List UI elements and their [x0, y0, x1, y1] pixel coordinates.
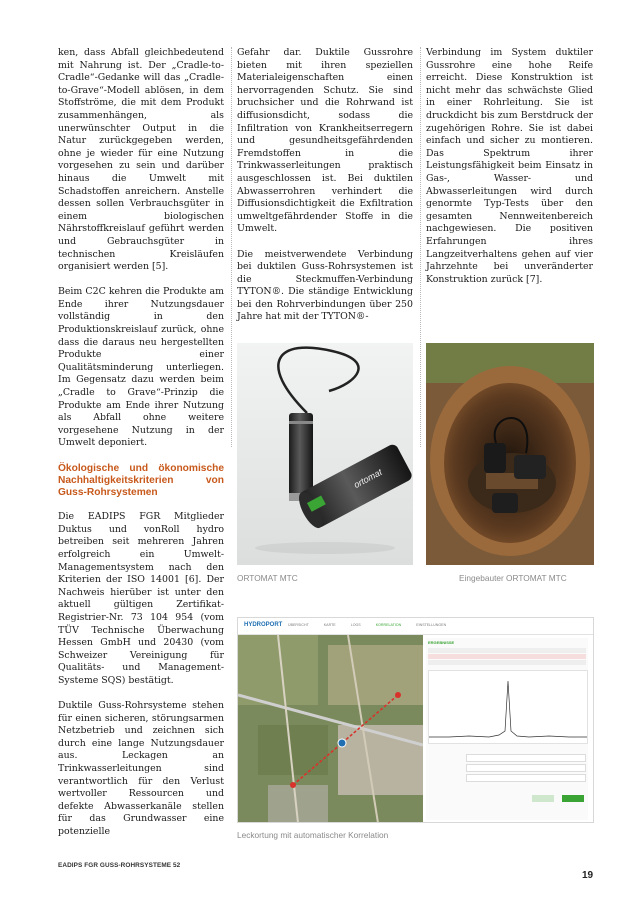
text-column-left	[58, 47, 224, 851]
satellite-map[interactable]	[238, 635, 423, 823]
paragraph: Die EADIPS FGR Mitglieder Duktus und vonRoll hydro betreiben seit mehreren Jahren erfolgreich ein Umwelt-Managementsystem nach den Kriterien der ISO 14001 [6]. Der Nachweis hierüber ist unter den aktuell gültigen Zertifikat-Registrier-Nr. 73 104 954 (vom TÜV Technische Überwachung Hessen GmbH und 20430 (vom Schweizer Vereinigung für Qualitäts- und Management-Systeme SQS) bestätigt.	[58, 511, 224, 686]
sensor-marker[interactable]	[395, 692, 401, 698]
leak-marker[interactable]	[338, 739, 346, 747]
result-row	[428, 648, 586, 653]
setting-row[interactable]	[466, 764, 586, 772]
results-panel	[426, 638, 588, 820]
correlation-graph	[428, 670, 588, 744]
app-logo: HYDROPORT	[244, 622, 283, 628]
ortomat-product-photo	[237, 343, 413, 565]
paragraph: Duktile Guss-Rohrsysteme stehen für einen sicheren, störungsarmen Netzbetrieb und zeichnen sich durch eine lange Nutzungsdauer aus. Leckagen an Trinkwasserleitungen sind verantwortlich für den Verlust wertvoller Ressourcen und defekte Abwasserkanäle stellen für das Grundwasser eine potenzielle	[58, 700, 224, 838]
nav-item[interactable]: ÜBERSICHT	[288, 623, 309, 627]
footer-publication: EADIPS FGR GUSS-ROHRSYSTEME 52	[58, 862, 181, 869]
column-rule-1	[231, 47, 232, 447]
setting-row[interactable]	[466, 754, 586, 762]
figure-caption: ORTOMAT MTC	[237, 573, 298, 583]
action-button[interactable]	[532, 795, 554, 802]
app-topbar	[238, 618, 593, 635]
figure-caption: Leckortung mit automatischer Korrelation	[237, 830, 389, 840]
page-number: 19	[582, 870, 594, 881]
leak-location-software-screenshot	[237, 617, 594, 823]
installed-ortomat-photo	[426, 343, 594, 565]
panel-title: ERGEBNISSE	[428, 640, 455, 645]
paragraph: ken, dass Abfall gleichbedeutend mit Nahrung ist. Der „Cradle-to-Cradle“-Gedanke will das „Cradle-to-Grave“-Modell ablösen, in dem Stoffströme, die mit dem Produkt zusammenhängen, als unerwünschter Output in die Natur zurückgegeben werden, ohne je wieder für eine Nutzung vorgesehen zu sein und darüber hinaus die Umwelt mit Schadstoffen anreichern. Anstelle dessen sollen Verbrauchsgüter in einem biologischen Nährstoffkreislauf geführt werden und Gebrauchsgüter in technischen Kreisläufen organisiert werden [5].	[58, 47, 224, 273]
paragraph: Die meistverwendete Verbindung bei duktilen Guss-Rohrsystemen ist die Steckmuffen-Verbindung TYTON®. Die ständige Entwicklung bei den Rohrverbindungen über 250 Jahre hat mit der TYTON®-	[237, 248, 413, 323]
nav-item[interactable]: KARTE	[323, 623, 336, 627]
sensor-marker[interactable]	[290, 782, 296, 788]
paragraph: Beim C2C kehren die Produkte am Ende ihrer Nutzungsdauer vollständig in den Produktionskreislauf zurück, ohne dass die daraus neu hergestellten Produkte einer Qualitätsminderung unterliegen. Im Gegensatz dazu werden beim „Cradle to Grave“-Prinzip die Produkte am Ende ihrer Nutzung als Abfall ohne weitere vorgesehene Nutzung in der Umwelt deponiert.	[58, 286, 224, 449]
column-rule-2	[420, 47, 421, 447]
device-brand-label: ortomat	[352, 466, 384, 491]
nav-item-active[interactable]: KORRELATION	[375, 623, 402, 627]
text-column-right	[426, 47, 593, 299]
result-row	[428, 654, 586, 659]
manhole-illustration	[426, 343, 594, 565]
app-nav	[288, 623, 446, 627]
setting-row[interactable]	[466, 774, 586, 782]
result-row	[428, 660, 586, 665]
text-column-middle	[237, 47, 413, 337]
nav-item[interactable]: LOGS	[350, 623, 361, 627]
section-heading: Ökologische und ökonomische Nachhaltigkeitskriterien von Guss-Rohrsystemen	[58, 462, 224, 498]
action-button[interactable]	[562, 795, 584, 802]
paragraph: Verbindung im System duktiler Gussrohre eine hohe Reife erreicht. Diese Konstruktion ist nicht mehr das schwächste Glied in einer Rohrleitung. Sie ist druckdicht bis zum Berstdruck der zugehörigen Rohre. Sie ist dabei einfach und sicher zu montieren. Das Spektrum ihrer Leistungsfähigkeit beim Einsatz in Gas-, Wasser- und Abwasserleitungen wird durch genormte Typ-Tests über den gesamten Nennweitenbereich nachgewiesen. Die positiven Erfahrungen ihres Langzeitverhaltens gehen auf vier Jahrzehnte bei unveränderter Konstruktion zurück [7].	[426, 47, 593, 285]
nav-item[interactable]: EINSTELLUNGEN	[416, 623, 447, 627]
paragraph: Gefahr dar. Duktile Gussrohre bieten mit ihren speziellen Materialeigenschaften einen hervorragenden Schutz. Sie sind bruchsicher und die Rohrwand ist diffusionsdicht, sodass die Infiltration von Krankheitserregern und gesundheitsgefährdenden Fremdstoffen in die Trinkwasserleitungen praktisch ausgeschlossen ist. Bei duktilen Abwasserrohren verhindert die Diffusionsdichtigkeit die Exfiltration umweltgefährdender Stoffe in die Umwelt.	[237, 47, 413, 235]
figure-caption: Eingebauter ORTOMAT MTC	[459, 573, 567, 583]
ortomat-device-illustration	[237, 343, 413, 565]
